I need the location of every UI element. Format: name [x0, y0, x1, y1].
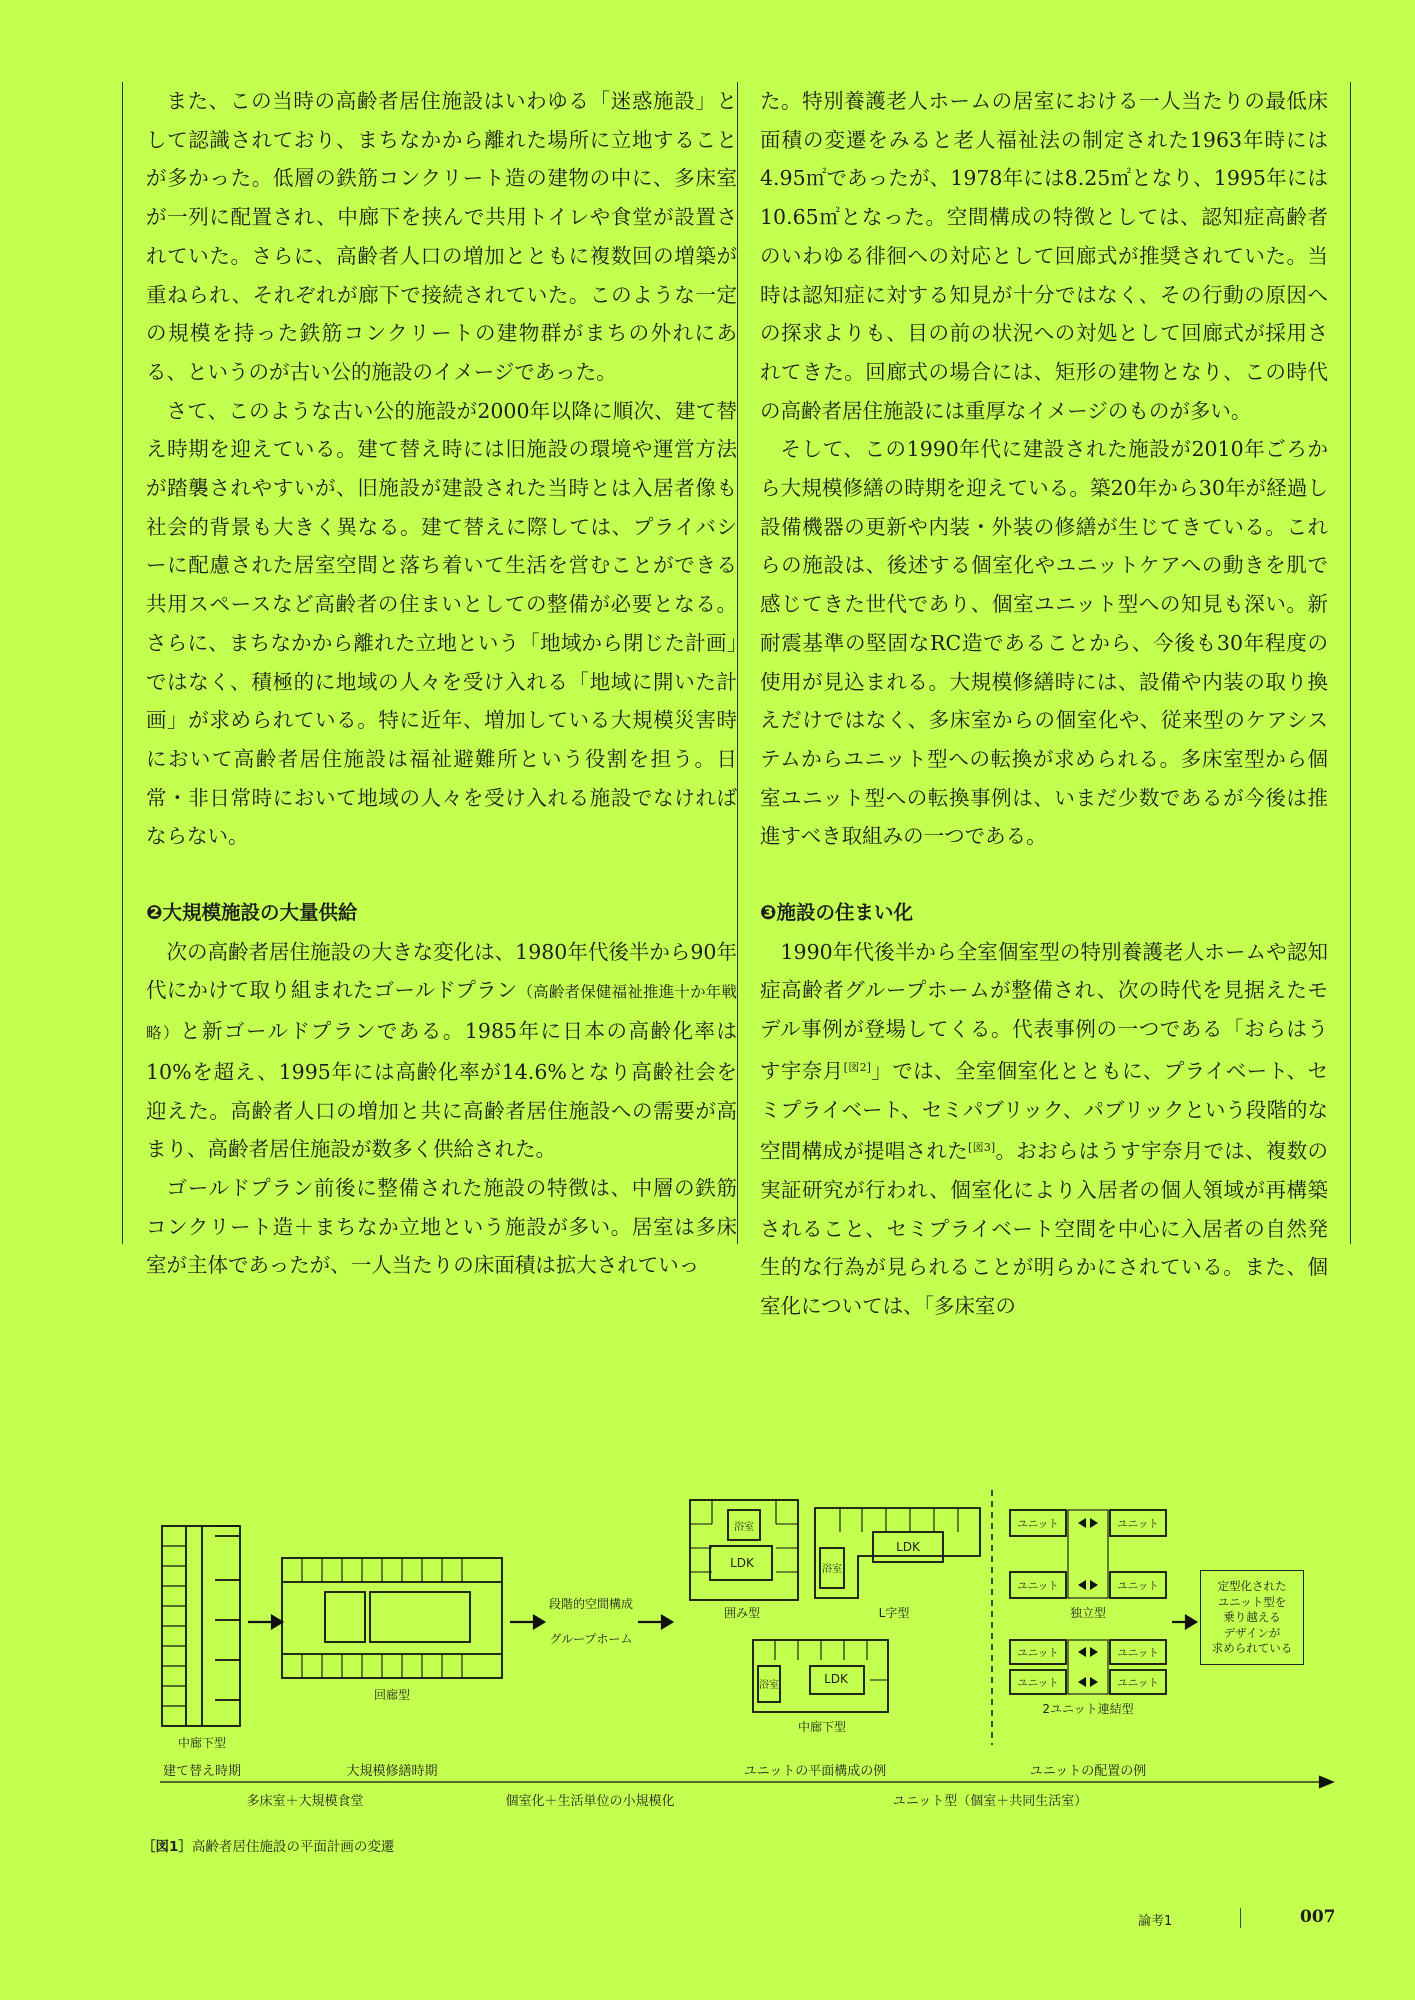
figure-reference: [図2] — [843, 1060, 871, 1074]
label-ldk: LDK — [896, 1540, 920, 1554]
left-column — [122, 82, 737, 1278]
label-ldk: LDK — [730, 1556, 754, 1570]
label-bath: 浴室 — [759, 1680, 779, 1691]
paragraph: さて、このような古い公的施設が2000年以降に順次、建て替え時期を迎えている。建て替え時には旧施設の環境や運営方法が踏襲されやすいが、旧施設が建設された当時とは入居者像も社会的背景も大きく異なる。建て替えに際しては、プライバシーに配慮された居室空間と落ち着いて生活を営むことができる共用スペースなど高齢者の住まいとしての整備が必要となる。さらに、まちなかから離れた立地という「地域から閉じた計画」ではなく、積極的に地域の人々を受け入れる「地域に開いた計画」が求められている。特に近年、増加している大規模災害時において高齢者居住施設は福祉避難所という役割を担う。日常・非日常時において地域の人々を受け入れる施設でなければならない。 — [146, 398, 737, 849]
label-bath: 浴室 — [822, 1564, 842, 1575]
footer-section-label: 論考1 — [1138, 1914, 1173, 1929]
timeline-private-room: 個室化＋生活単位の小規模化 — [505, 1794, 675, 1809]
conclusion-box: 定型化された ユニット型を 乗り越える デザインが 求められている — [1200, 1570, 1304, 1665]
loop-plan-outline — [282, 1558, 502, 1678]
label-unit: ユニット — [1017, 1518, 1059, 1530]
label-unit: ユニット — [1117, 1518, 1159, 1530]
enclosed-unit-plan — [690, 1500, 798, 1600]
label-ldk: LDK — [824, 1672, 848, 1686]
label-corridor-unit-type: 中廊下型 — [797, 1720, 847, 1734]
label-bath: 浴室 — [734, 1522, 754, 1533]
label-loop-type: 回廊型 — [373, 1688, 411, 1702]
label-l-type: L字型 — [878, 1606, 910, 1620]
timeline-unit-type: ユニット型（個室＋共同生活室） — [892, 1794, 1088, 1809]
floor-plan-diagram — [150, 1490, 1340, 1810]
label-two-unit-type: 2ユニット連結型 — [1042, 1702, 1134, 1716]
section-heading-2: ❷大規模施設の大量供給 — [146, 901, 358, 925]
label-corridor-type: 中廊下型 — [177, 1736, 227, 1750]
inline-note: （高齢者保健福祉推進十か年戦略） — [146, 983, 737, 1043]
label-unit: ユニット — [1117, 1647, 1159, 1659]
section-heading-3: ❸施設の住まい化 — [760, 901, 914, 925]
label-unit: ユニット — [1117, 1580, 1159, 1592]
paragraph: また、この当時の高齢者居住施設はいわゆる「迷惑施設」として認識されており、まちなかから離れた場所に立地することが多かった。低層の鉄筋コンクリート造の建物の中に、多床室が一列に配置され、中廊下を挟んで共用トイレや食堂が設置されていた。さらに、高齢者人口の増加とともに複数回の増築が重ねられ、それぞれが廊下で接続されていた。このような一定の規模を持った鉄筋コンクリートの建物群がまちの外れにある、というのが古い公的施設のイメージであった。 — [146, 89, 737, 384]
label-group-home: グループホーム — [549, 1632, 633, 1646]
timeline-unit-plan: ユニットの平面構成の例 — [743, 1764, 887, 1779]
label-unit: ユニット — [1017, 1677, 1059, 1689]
timeline-renovation: 大規模修繕時期 — [346, 1764, 438, 1779]
paragraph: 次の高齢者居住施設の大きな変化は、1980年代後半から90年代にかけて取り組まれたゴールドプラン（高齢者保健福祉推進十か年戦略）と新ゴールドプランである。1985年に日本の高齢化率は10%を超え、1995年には高齢化率が14.6%となり高齢社会を迎えた。高齢者人口の増加と共に高齢者居住施設への需要が高まり、高齢者居住施設が数多く供給された。 — [146, 939, 737, 1162]
paragraph: 1990年代後半から全室個室型の特別養護老人ホームや認知症高齢者グループホームが整備され、次の時代を見据えたモデル事例が登場してくる。代表事例の一つである「おらはうす宇奈月[図2]」では、全室個室化とともに、プライベート、セミプライベート、セミパブリック、パブリックという段階的な空間構成が提唱された[図3]。おおらはうす宇奈月では、複数の実証研究が行われ、個室化により入居者の個人領域が再構築されること、セミプライベート空間を中心に入居者の自然発生的な行為が見られることが明らかにされている。また、個室化については、「多床室の — [760, 939, 1329, 1319]
label-independent-type: 独立型 — [1069, 1606, 1107, 1620]
label-unit: ユニット — [1017, 1580, 1059, 1592]
right-column — [737, 82, 1351, 1319]
figure-reference: [図3] — [968, 1141, 996, 1155]
label-unit: ユニット — [1017, 1647, 1059, 1659]
label-unit: ユニット — [1117, 1677, 1159, 1689]
timeline-rebuild: 建て替え時期 — [162, 1764, 242, 1779]
paragraph: ゴールドプラン前後に整備された施設の特徴は、中層の鉄筋コンクリート造＋まちなか立地という施設が多い。居室は多床室が主体であったが、一人当たりの床面積は拡大されていっ — [146, 1175, 737, 1278]
figure-caption: ［図1］高齢者居住施設の平面計画の変遷 — [142, 1839, 395, 1855]
paragraph: そして、この1990年代に建設された施設が2010年ごろから大規模修繕の時期を迎えている。築20年から30年が経過し設備機器の更新や内装・外装の修繕が生じてきている。これらの施設は、後述する個室化やユニットケアへの動きを肌で感じてきた世代であり、個室ユニット型への知見も深い。新耐震基準の堅固なRC造であることから、今後も30年程度の使用が見込まれる。大規模修繕時には、設備や内装の取り換えだけではなく、多床室からの個室化や、従来型のケアシステムからユニット型への転換が求められる。多床室型から個室ユニット型への転換事例は、いまだ少数であるが今後は推進すべき取組みの一つである。 — [760, 437, 1328, 849]
label-enclosed-type: 囲み型 — [723, 1606, 761, 1620]
page-number: 007 — [1300, 1907, 1336, 1927]
timeline-unit-layout: ユニットの配置の例 — [1029, 1764, 1147, 1779]
footer-divider — [1240, 1908, 1241, 1928]
timeline-multi-bed: 多床室＋大規模食堂 — [246, 1794, 364, 1809]
label-staged-space: 段階的空間構成 — [548, 1597, 634, 1611]
paragraph: た。特別養護老人ホームの居室における一人当たりの最低床面積の変遷をみると老人福祉法の制定された1963年時には4.95㎡であったが、1978年には8.25㎡となり、1995年には10.65㎡となった。空間構成の特徴としては、認知症高齢者のいわゆる徘徊への対応として回廊式が推奨されていた。当時は認知症に対する知見が十分ではなく、その行動の原因への探求よりも、目の前の状況への対処として回廊式が採用されてきた。回廊式の場合には、矩形の建物となり、この時代の高齢者居住施設には重厚なイメージのものが多い。 — [760, 89, 1328, 423]
